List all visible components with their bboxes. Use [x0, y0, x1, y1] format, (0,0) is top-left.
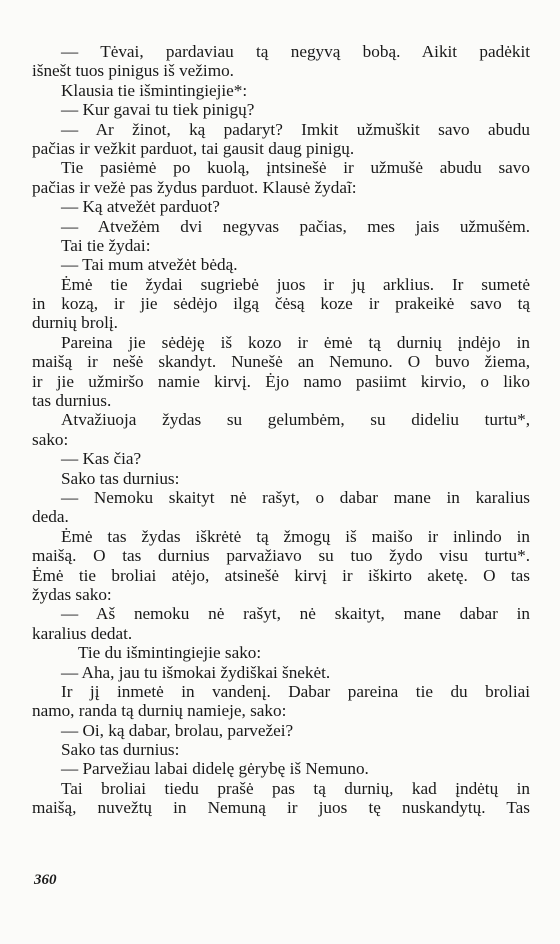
text-line: Tai broliai tiedu prašė pas tą durnių, kad įndėtų in [61, 778, 530, 798]
text-line: maišą. O tas durnius parvažiavo su tuo žydo visu turtu*. [32, 546, 530, 566]
text-line: Ir jį inmetė in vandenį. Dabar pareina tie du broliai [61, 681, 530, 701]
text-line: maišą, nuvežtų in Nemuną ir juos tę nuskandytų. Tas [32, 798, 530, 818]
text-line: — Atvežėm dvi negyvas pačias, mes jais užmušėm. [61, 216, 530, 236]
text-line: — Aha, jau tu išmokai žydiškai šnekėt. [61, 662, 331, 682]
text-line: Tai tie žydai: [61, 235, 151, 255]
body-text [32, 42, 530, 818]
text-line: — Oi, ką dabar, brolau, parvežei? [61, 720, 294, 740]
text-line: Klausia tie išmintingiejie*: [61, 80, 248, 100]
text-line: Atvažiuoja žydas su gelumbėm, su dideliu turtu*, [61, 410, 530, 430]
text-line: Tie pasiėmė po kuolą, įntsinešė ir užmušė abudu savo [61, 158, 530, 178]
text-line: — Ar žinot, ką padaryt? Imkit užmuškit savo abudu [61, 119, 530, 139]
text-line: — Aš nemoku nė rašyt, nė skaityt, mane dabar in [61, 604, 530, 624]
text-line: — Parvežiau labai didelę gėrybę iš Nemuno. [61, 759, 369, 779]
text-line: ir jie užmiršo namie kirvį. Ėjo namo pasiimt kirvio, o liko [32, 371, 530, 391]
text-line: — Tai mum atvežėt bėdą. [61, 255, 238, 275]
text-line: deda. [32, 507, 69, 527]
text-line: Ėmė tie broliai atėjo, atsinešė kirvį ir iškirto aketę. O tas [32, 565, 530, 585]
text-line: pačias ir vežė pas žydus parduot. Klausė žydaĩ: [32, 177, 357, 197]
text-line: — Kur gavai tu tiek pinigų? [61, 100, 255, 120]
text-line: pačias ir vežkit parduot, tai gausit daug pinigų. [32, 138, 355, 158]
text-line: — Nemoku skaityt nė rašyt, o dabar mane in karalius [61, 487, 530, 507]
text-line: Sako tas durnius: [61, 468, 180, 488]
text-line: sako: [32, 429, 69, 449]
text-line: — Ką atvežėt parduot? [61, 197, 220, 217]
text-line: Pareina jie sėdėję iš kozo ir ėmė tą durnių įndėjo in [61, 332, 530, 352]
text-line: tas durnius. [32, 391, 112, 411]
text-line: Ėmė tie žydai sugriebė juos ir jų arklius. Ir sumetė [61, 274, 530, 294]
text-line: Ėmė tas žydas iškrėtė tą žmogų iš maišo ir inlindo in [61, 526, 530, 546]
text-line: karalius dedat. [32, 623, 133, 643]
text-line: Sako tas durnius: [61, 740, 180, 760]
text-line: in kozą, ir jie sėdėjo ilgą čėsą koze ir prakeikė savo tą [32, 294, 530, 314]
text-line: — Kas čia? [61, 449, 142, 469]
page-number: 360 [34, 872, 57, 888]
text-line: namo, randa tą durnių namieje, sako: [32, 701, 287, 721]
text-line: — Tėvai, pardaviau tą negyvą bobą. Aikit padėkit [61, 42, 530, 61]
text-line: maišą ir nešė skandyt. Nunešė an Nemuno. O buvo žiema, [32, 352, 530, 372]
text-line: Tie du išmintingiejie sako: [78, 643, 262, 663]
text-line: durnių brolį. [32, 313, 118, 333]
text-line: išnešt tuos pinigus iš vežimo. [32, 61, 234, 81]
text-line: žydas sako: [32, 584, 112, 604]
